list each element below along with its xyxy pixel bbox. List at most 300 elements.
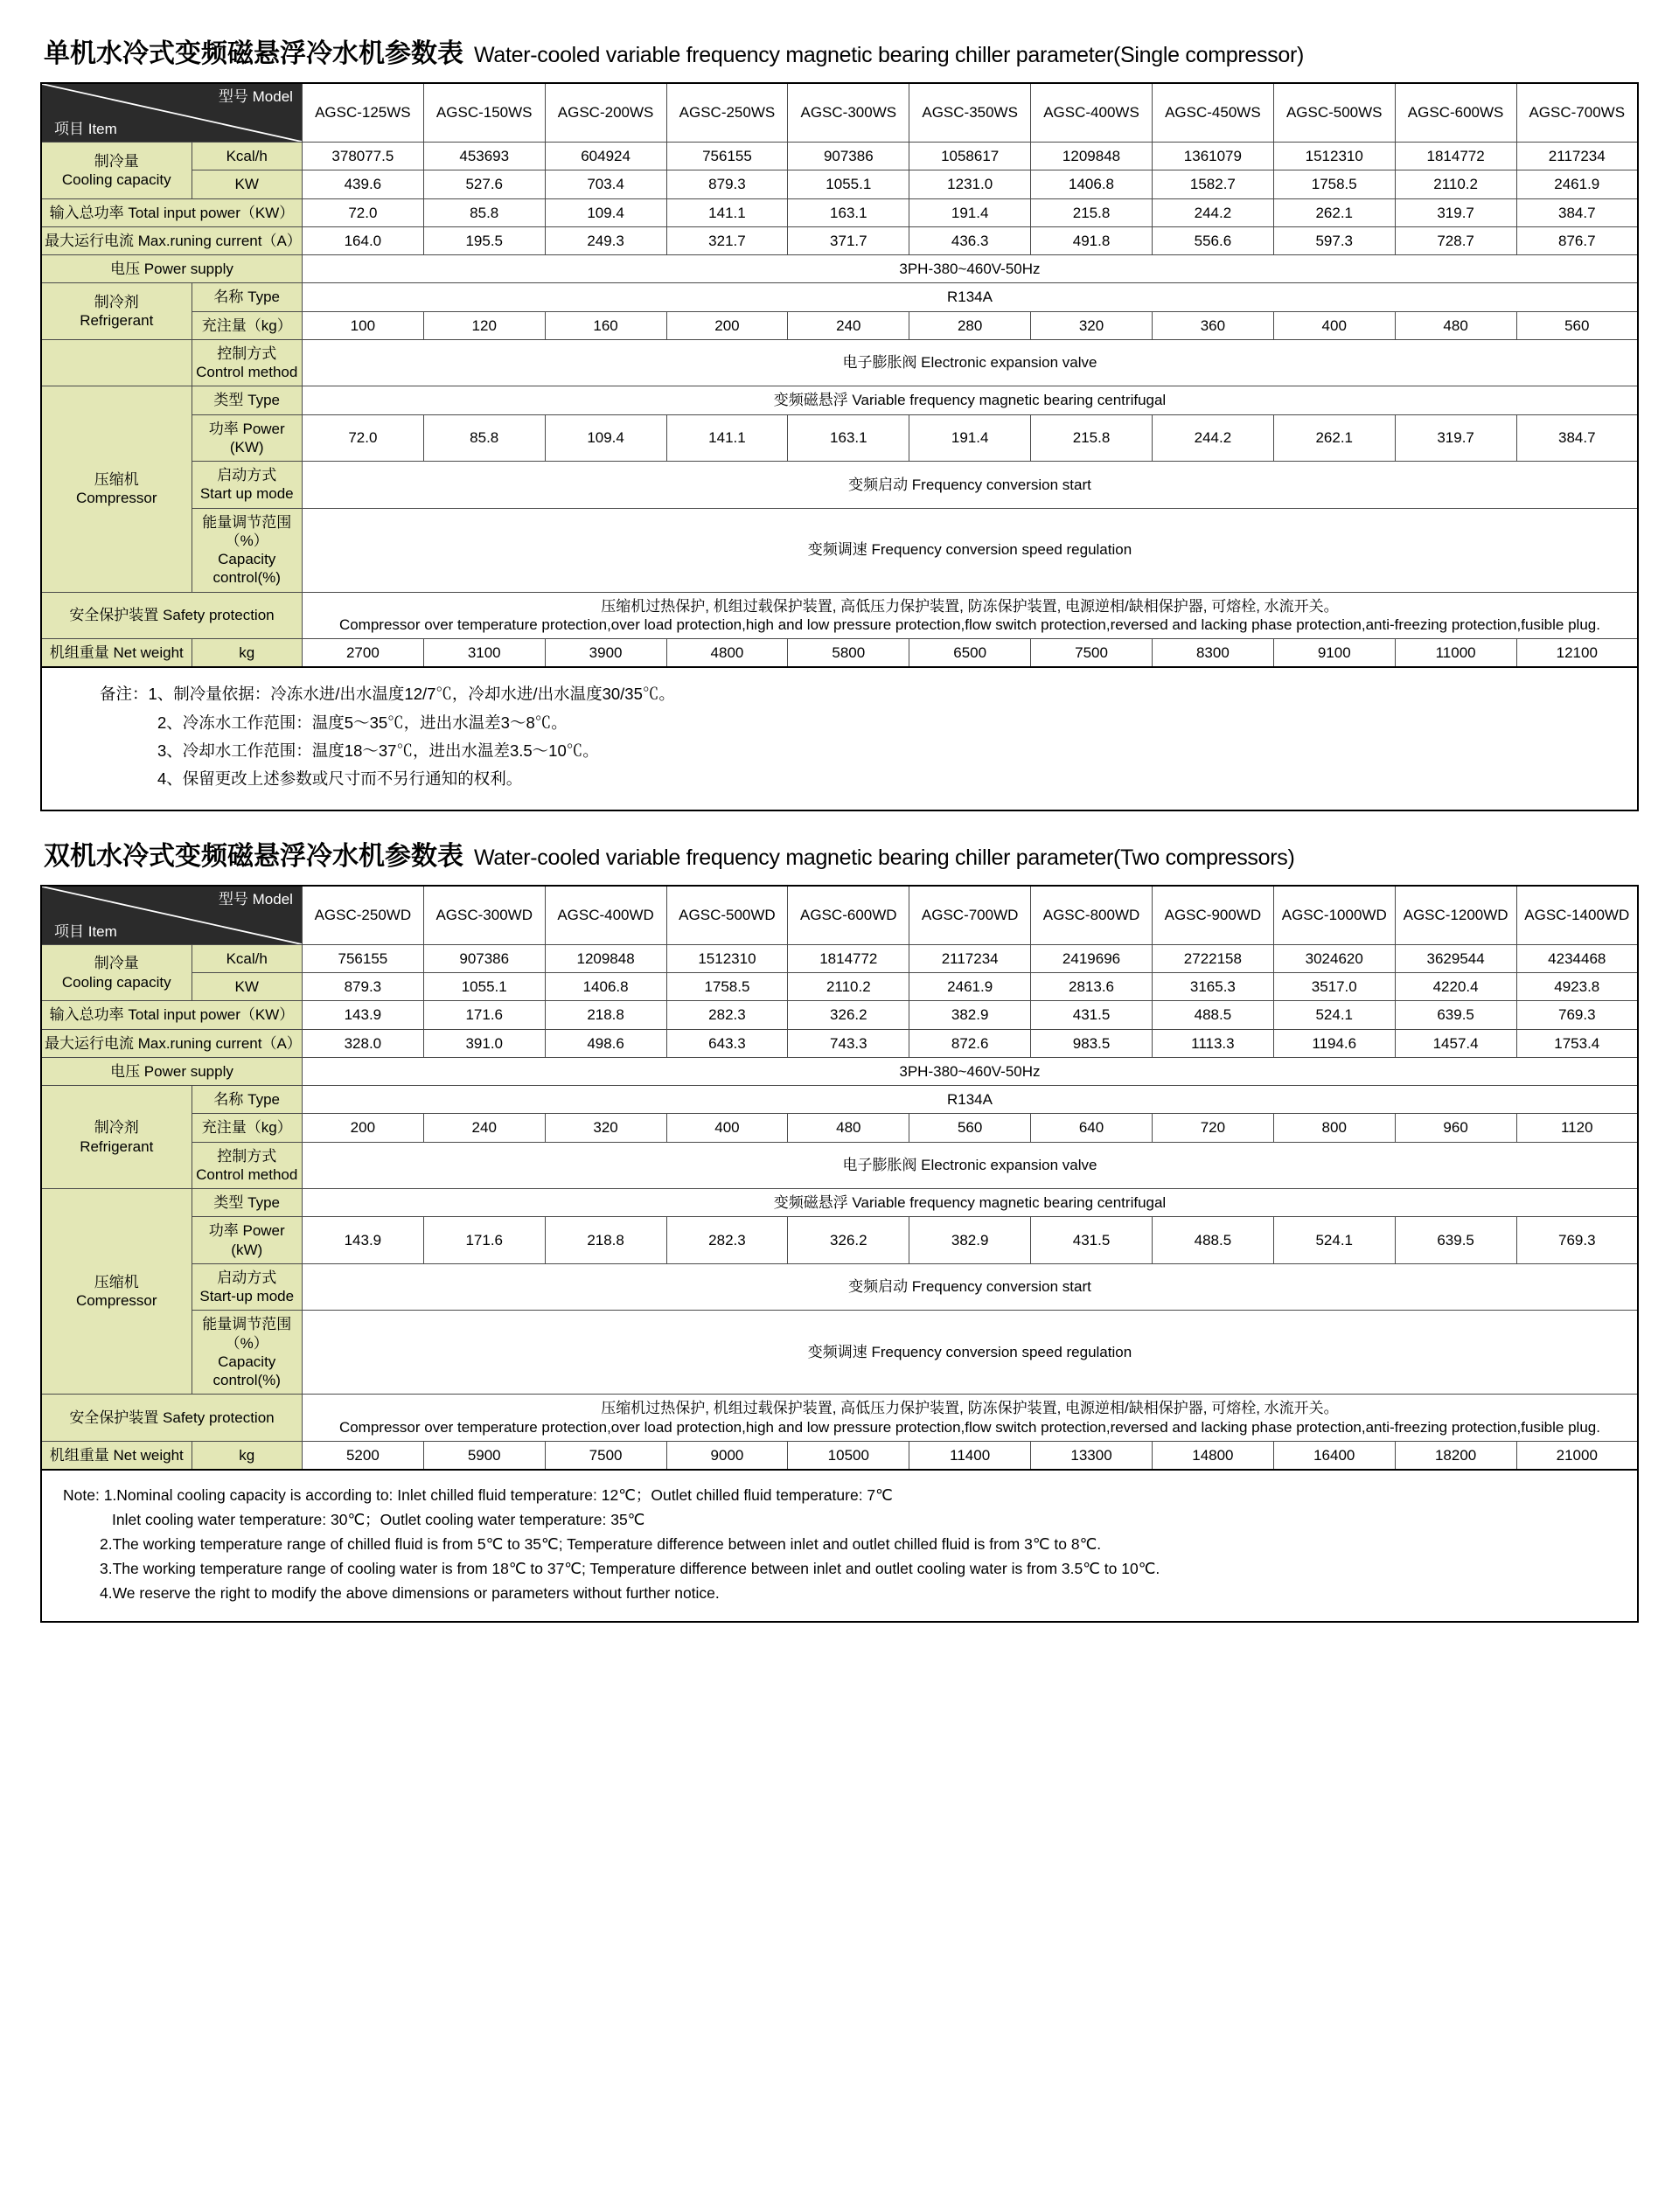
- safety-value-cn: 压缩机过热保护, 机组过载保护装置, 高低压力保护装置, 防冻保护装置, 电源逆相/缺相保护器, 可熔栓, 水流开关。: [601, 597, 1339, 615]
- cell-kcal-1: 453693: [423, 143, 545, 170]
- cell-max-current-5: 872.6: [909, 1029, 1031, 1057]
- cell-max-current-7: 556.6: [1152, 226, 1273, 254]
- section-title-cn: 单机水冷式变频磁悬浮冷水机参数表: [44, 39, 463, 68]
- cell-kcal-7: 1361079: [1152, 143, 1273, 170]
- cell-control-method-value: 电子膨胀阀 Electronic expansion valve: [302, 339, 1638, 386]
- row-sublabel-charge: 充注量（kg）: [192, 311, 302, 339]
- cell-charge-0: 100: [302, 311, 423, 339]
- cell-power-supply-value: 3PH-380~460V-50Hz: [302, 255, 1638, 283]
- note-line-1: Inlet cooling water temperature: 30℃；Outlet cooling water temperature: 35℃: [112, 1511, 645, 1528]
- table-header-row: [41, 83, 1638, 143]
- safety-value-en: Compressor over temperature protection,over load protection,high and low pressure protection,flow switch protection,reversed and lacking phase protection,anti-freezing protection,fusible plug.: [338, 616, 1600, 633]
- cell-kw-1: 1055.1: [423, 973, 545, 1001]
- cell-net-weight-9: 11000: [1395, 639, 1516, 668]
- header-model-1: AGSC-300WD: [423, 886, 545, 945]
- cell-charge-6: 320: [1031, 311, 1153, 339]
- row-label-total-input-power: 输入总功率 Total input power（KW）: [41, 1001, 302, 1029]
- row-label-refrigerant: [41, 283, 192, 340]
- cell-input-power-7: 244.2: [1152, 198, 1273, 226]
- cell-kcal-3: 1512310: [666, 944, 788, 972]
- cell-max-current-10: 1753.4: [1516, 1029, 1638, 1057]
- cell-kcal-5: 2117234: [909, 944, 1031, 972]
- table-header-row: [41, 886, 1638, 945]
- cell-kw-6: 1406.8: [1031, 170, 1153, 198]
- cell-input-power-9: 639.5: [1395, 1001, 1516, 1029]
- cell-kw-3: 879.3: [666, 170, 788, 198]
- cell-input-power-5: 191.4: [909, 198, 1031, 226]
- section-title-en: Water-cooled variable frequency magnetic bearing chiller parameter(Two compressors): [474, 845, 1295, 870]
- cell-kw-8: 3517.0: [1273, 973, 1395, 1001]
- header-model-0: AGSC-125WS: [302, 83, 423, 143]
- row-sublabel-refrigerant-type: 名称 Type: [192, 283, 302, 311]
- cell-kcal-6: 1209848: [1031, 143, 1153, 170]
- cell-charge-2: 160: [545, 311, 666, 339]
- row-sublabel-kw: KW: [192, 973, 302, 1001]
- cell-comp-power-3: 282.3: [666, 1217, 788, 1264]
- cell-charge-8: 800: [1273, 1114, 1395, 1142]
- cell-charge-10: 560: [1516, 311, 1638, 339]
- safety-value-en: Compressor over temperature protection,over load protection,high and low pressure protection,flow switch protection,reversed and lacking phase protection,anti-freezing protection,fusible plug.: [338, 1418, 1600, 1436]
- table-row: [41, 944, 1638, 972]
- cell-kcal-6: 2419696: [1031, 944, 1153, 972]
- table-row: [41, 255, 1638, 283]
- cell-input-power-0: 72.0: [302, 198, 423, 226]
- table-row: [41, 311, 1638, 339]
- cell-comp-power-8: 262.1: [1273, 414, 1395, 462]
- cell-comp-power-4: 326.2: [788, 1217, 909, 1264]
- cell-comp-power-6: 215.8: [1031, 414, 1153, 462]
- cell-refrigerant-type-value: R134A: [302, 283, 1638, 311]
- header-model-7: AGSC-900WD: [1152, 886, 1273, 945]
- cell-net-weight-8: 9100: [1273, 639, 1395, 668]
- header-model-8: AGSC-1000WD: [1273, 886, 1395, 945]
- table-row: [41, 143, 1638, 170]
- cell-net-weight-7: 14800: [1152, 1441, 1273, 1470]
- header-model-9: AGSC-1200WD: [1395, 886, 1516, 945]
- cell-max-current-5: 436.3: [909, 226, 1031, 254]
- table-row: [41, 283, 1638, 311]
- cell-input-power-2: 109.4: [545, 198, 666, 226]
- header-model-8: AGSC-500WS: [1273, 83, 1395, 143]
- table-row: [41, 198, 1638, 226]
- row-sublabel-charge: 充注量（kg）: [192, 1114, 302, 1142]
- cell-charge-4: 240: [788, 311, 909, 339]
- cell-input-power-8: 524.1: [1273, 1001, 1395, 1029]
- cell-max-current-6: 491.8: [1031, 226, 1153, 254]
- cell-input-power-8: 262.1: [1273, 198, 1395, 226]
- cell-charge-3: 400: [666, 1114, 788, 1142]
- cell-kcal-8: 3024620: [1273, 944, 1395, 972]
- cell-kcal-0: 378077.5: [302, 143, 423, 170]
- row-sublabel-kcal: Kcal/h: [192, 143, 302, 170]
- cell-input-power-5: 382.9: [909, 1001, 1031, 1029]
- row-label-total-input-power: 输入总功率 Total input power（KW）: [41, 198, 302, 226]
- row-label-power-supply: 电压 Power supply: [41, 1057, 302, 1085]
- cell-comp-power-5: 191.4: [909, 414, 1031, 462]
- cell-kcal-2: 604924: [545, 143, 666, 170]
- header-item-label: 项目 Item: [54, 922, 117, 940]
- header-model-3: AGSC-500WD: [666, 886, 788, 945]
- header-model-7: AGSC-450WS: [1152, 83, 1273, 143]
- cell-kw-2: 1406.8: [545, 973, 666, 1001]
- cell-safety-value: [302, 1395, 1638, 1442]
- cell-input-power-9: 319.7: [1395, 198, 1516, 226]
- control-method-cn: 控制方式: [217, 1147, 277, 1165]
- cell-comp-power-7: 488.5: [1152, 1217, 1273, 1264]
- cell-net-weight-1: 5900: [423, 1441, 545, 1470]
- section-title-cn: 双机水冷式变频磁悬浮冷水机参数表: [44, 841, 463, 871]
- cell-input-power-6: 215.8: [1031, 198, 1153, 226]
- header-model-item-cell: [41, 886, 302, 945]
- refrigerant-en: Refrigerant: [80, 312, 154, 329]
- header-model-6: AGSC-400WS: [1031, 83, 1153, 143]
- cell-safety-value: [302, 592, 1638, 639]
- cell-input-power-0: 143.9: [302, 1001, 423, 1029]
- row-sublabel-comp-type: 类型 Type: [192, 386, 302, 414]
- row-sublabel-net-weight-unit: kg: [192, 1441, 302, 1470]
- cell-charge-7: 360: [1152, 311, 1273, 339]
- cell-max-current-8: 597.3: [1273, 226, 1395, 254]
- compressor-en: Compressor: [75, 490, 157, 507]
- cell-kw-0: 879.3: [302, 973, 423, 1001]
- row-sublabel-refrigerant-type: 名称 Type: [192, 1086, 302, 1114]
- cell-kw-10: 4923.8: [1516, 973, 1638, 1001]
- row-label-net-weight: 机组重量 Net weight: [41, 1441, 192, 1470]
- note-line-3: 4、保留更改上述参数或尺寸而不另行通知的权利。: [157, 769, 523, 789]
- table-row: [41, 414, 1638, 462]
- cell-comp-type-value: 变频磁悬浮 Variable frequency magnetic bearing centrifugal: [302, 1189, 1638, 1217]
- cell-charge-1: 240: [423, 1114, 545, 1142]
- cell-max-current-3: 321.7: [666, 226, 788, 254]
- table-row: [41, 973, 1638, 1001]
- cell-net-weight-3: 9000: [666, 1441, 788, 1470]
- cell-charge-5: 560: [909, 1114, 1031, 1142]
- table-row: [41, 508, 1638, 592]
- header-model-item-cell: [41, 83, 302, 143]
- cell-comp-power-3: 141.1: [666, 414, 788, 462]
- notes-two: [40, 1471, 1639, 1623]
- control-method-en: Control method: [196, 364, 298, 380]
- row-label-safety: 安全保护装置 Safety protection: [41, 592, 302, 639]
- cell-net-weight-0: 2700: [302, 639, 423, 668]
- cell-net-weight-5: 11400: [909, 1441, 1031, 1470]
- table-row: [41, 592, 1638, 639]
- row-sublabel-net-weight-unit: kg: [192, 639, 302, 668]
- section-title-single: [44, 31, 1639, 70]
- note-line-2: 3、冷却水工作范围：温度18～37℃，进出水温差3.5～10℃。: [157, 741, 599, 760]
- startup-cn: 启动方式: [217, 1269, 277, 1286]
- cell-comp-power-10: 384.7: [1516, 414, 1638, 462]
- cell-max-current-9: 1457.4: [1395, 1029, 1516, 1057]
- cell-charge-7: 720: [1152, 1114, 1273, 1142]
- cell-kw-10: 2461.9: [1516, 170, 1638, 198]
- cooling-capacity-en: Cooling capacity: [61, 170, 171, 188]
- cell-kcal-4: 907386: [788, 143, 909, 170]
- cell-kw-9: 4220.4: [1395, 973, 1516, 1001]
- cell-net-weight-1: 3100: [423, 639, 545, 668]
- cell-control-method-value: 电子膨胀阀 Electronic expansion valve: [302, 1142, 1638, 1189]
- control-method-en: Control method: [196, 1165, 298, 1183]
- cell-net-weight-10: 21000: [1516, 1441, 1638, 1470]
- row-label-max-current: 最大运行电流 Max.runing current（A）: [41, 1029, 302, 1057]
- cell-startup-value: 变频启动 Frequency conversion start: [302, 1263, 1638, 1311]
- note-line-2: 2.The working temperature range of chilled fluid is from 5℃ to 35℃; Temperature difference between inlet and outlet chilled fluid is from 3℃ to 8℃.: [100, 1535, 1102, 1553]
- cell-kw-0: 439.6: [302, 170, 423, 198]
- cell-kcal-2: 1209848: [545, 944, 666, 972]
- cell-kcal-4: 1814772: [788, 944, 909, 972]
- header-model-6: AGSC-800WD: [1031, 886, 1153, 945]
- cell-comp-power-5: 382.9: [909, 1217, 1031, 1264]
- refrigerant-cn: 制冷剂: [94, 1119, 139, 1137]
- cell-net-weight-6: 13300: [1031, 1441, 1153, 1470]
- header-model-1: AGSC-150WS: [423, 83, 545, 143]
- table-row: [41, 170, 1638, 198]
- table-row: [41, 1114, 1638, 1142]
- cell-input-power-7: 488.5: [1152, 1001, 1273, 1029]
- cell-comp-power-1: 171.6: [423, 1217, 545, 1264]
- row-label-cooling-capacity: [41, 143, 192, 199]
- cell-kw-5: 1231.0: [909, 170, 1031, 198]
- cell-kw-1: 527.6: [423, 170, 545, 198]
- cell-input-power-4: 326.2: [788, 1001, 909, 1029]
- row-sublabel-control-method: [192, 1142, 302, 1189]
- note-line-0: Note: 1.Nominal cooling capacity is according to: Inlet chilled fluid temperature: 12℃；Outlet chilled fluid temperature: 7℃: [63, 1486, 893, 1504]
- row-sublabel-comp-power: 功率 Power (KW): [192, 414, 302, 462]
- row-sublabel-kw: KW: [192, 170, 302, 198]
- cell-net-weight-6: 7500: [1031, 639, 1153, 668]
- table-row: [41, 1217, 1638, 1264]
- capacity-control-en: Capacity control(%): [212, 1353, 281, 1388]
- cell-comp-power-0: 143.9: [302, 1217, 423, 1264]
- cell-net-weight-3: 4800: [666, 639, 788, 668]
- section-single-compressor: [40, 31, 1639, 811]
- cell-charge-0: 200: [302, 1114, 423, 1142]
- cell-comp-power-9: 639.5: [1395, 1217, 1516, 1264]
- cell-kw-4: 2110.2: [788, 973, 909, 1001]
- table-row: [41, 1189, 1638, 1217]
- cell-charge-2: 320: [545, 1114, 666, 1142]
- cooling-capacity-en: Cooling capacity: [61, 973, 171, 991]
- cell-kcal-9: 1814772: [1395, 143, 1516, 170]
- cell-max-current-0: 164.0: [302, 226, 423, 254]
- spec-table-single: [40, 82, 1639, 668]
- header-model-10: AGSC-1400WD: [1516, 886, 1638, 945]
- cell-input-power-1: 171.6: [423, 1001, 545, 1029]
- cell-max-current-1: 391.0: [423, 1029, 545, 1057]
- refrigerant-cn: 制冷剂: [94, 293, 139, 310]
- cell-charge-5: 280: [909, 311, 1031, 339]
- cell-max-current-2: 249.3: [545, 226, 666, 254]
- header-model-label: 型号 Model: [218, 890, 293, 908]
- cell-kcal-3: 756155: [666, 143, 788, 170]
- cell-comp-power-8: 524.1: [1273, 1217, 1395, 1264]
- row-label-net-weight: 机组重量 Net weight: [41, 639, 192, 668]
- cell-comp-power-4: 163.1: [788, 414, 909, 462]
- table-row: [41, 1311, 1638, 1395]
- cell-comp-power-7: 244.2: [1152, 414, 1273, 462]
- cell-comp-power-10: 769.3: [1516, 1217, 1638, 1264]
- cell-startup-value: 变频启动 Frequency conversion start: [302, 462, 1638, 509]
- table-row: [41, 226, 1638, 254]
- capacity-control-cn: 能量调节范围（%）: [202, 1316, 292, 1352]
- cell-input-power-1: 85.8: [423, 198, 545, 226]
- row-sublabel-comp-type: 类型 Type: [192, 1189, 302, 1217]
- cell-capacity-control-value: 变频调速 Frequency conversion speed regulation: [302, 1311, 1638, 1395]
- cell-net-weight-2: 7500: [545, 1441, 666, 1470]
- table-row: [41, 1263, 1638, 1311]
- cell-charge-8: 400: [1273, 311, 1395, 339]
- note-line-1: 2、冷冻水工作范围：温度5～35℃，进出水温差3～8℃。: [157, 713, 568, 732]
- section-title-en: Water-cooled variable frequency magnetic bearing chiller parameter(Single compressor): [474, 43, 1305, 67]
- note-line-4: 4.We reserve the right to modify the above dimensions or parameters without further notice.: [100, 1584, 720, 1602]
- compressor-en: Compressor: [75, 1292, 157, 1310]
- cell-charge-9: 960: [1395, 1114, 1516, 1142]
- cell-kcal-0: 756155: [302, 944, 423, 972]
- cell-charge-4: 480: [788, 1114, 909, 1142]
- cell-net-weight-7: 8300: [1152, 639, 1273, 668]
- cell-kcal-8: 1512310: [1273, 143, 1395, 170]
- cell-max-current-7: 1113.3: [1152, 1029, 1273, 1057]
- cell-kw-2: 703.4: [545, 170, 666, 198]
- cell-kw-9: 2110.2: [1395, 170, 1516, 198]
- row-label-compressor: [41, 1189, 192, 1395]
- cell-kcal-5: 1058617: [909, 143, 1031, 170]
- row-sublabel-kcal: Kcal/h: [192, 944, 302, 972]
- cell-max-current-4: 371.7: [788, 226, 909, 254]
- row-sublabel-control-method: [192, 339, 302, 386]
- cell-max-current-1: 195.5: [423, 226, 545, 254]
- cooling-capacity-cn: 制冷量: [94, 955, 139, 972]
- header-model-10: AGSC-700WS: [1516, 83, 1638, 143]
- cell-charge-9: 480: [1395, 311, 1516, 339]
- cell-net-weight-5: 6500: [909, 639, 1031, 668]
- cell-charge-3: 200: [666, 311, 788, 339]
- cell-max-current-10: 876.7: [1516, 226, 1638, 254]
- section-title-two: [44, 834, 1639, 873]
- table-row: [41, 1441, 1638, 1470]
- table-row: [41, 462, 1638, 509]
- table-row: [41, 1057, 1638, 1085]
- note-line-3: 3.The working temperature range of cooling water is from 18℃ to 37℃; Temperature difference between inlet and outlet cooling water is from 3.5℃ to 10℃.: [100, 1560, 1160, 1577]
- startup-cn: 启动方式: [217, 467, 277, 483]
- cell-kw-8: 1758.5: [1273, 170, 1395, 198]
- header-model-3: AGSC-250WS: [666, 83, 788, 143]
- header-model-5: AGSC-350WS: [909, 83, 1031, 143]
- cell-max-current-9: 728.7: [1395, 226, 1516, 254]
- cell-power-supply-value: 3PH-380~460V-50Hz: [302, 1057, 1638, 1085]
- cell-kcal-10: 4234468: [1516, 944, 1638, 972]
- cell-net-weight-4: 10500: [788, 1441, 909, 1470]
- notes-single: [40, 668, 1639, 811]
- row-label-power-supply: 电压 Power supply: [41, 255, 302, 283]
- header-model-2: AGSC-200WS: [545, 83, 666, 143]
- table-row: [41, 639, 1638, 668]
- cell-charge-10: 1120: [1516, 1114, 1638, 1142]
- cell-input-power-4: 163.1: [788, 198, 909, 226]
- cell-max-current-0: 328.0: [302, 1029, 423, 1057]
- startup-en: Start-up mode: [199, 1288, 295, 1304]
- cell-net-weight-8: 16400: [1273, 1441, 1395, 1470]
- control-method-cn: 控制方式: [217, 344, 277, 362]
- compressor-cn: 压缩机: [94, 1273, 139, 1290]
- row-label-cooling-capacity: [41, 944, 192, 1001]
- header-model-label: 型号 Model: [218, 88, 293, 105]
- cell-kw-5: 2461.9: [909, 973, 1031, 1001]
- cell-net-weight-0: 5200: [302, 1441, 423, 1470]
- row-sublabel-comp-power: 功率 Power (kW): [192, 1217, 302, 1264]
- header-model-4: AGSC-600WD: [788, 886, 909, 945]
- cell-max-current-4: 743.3: [788, 1029, 909, 1057]
- cell-net-weight-2: 3900: [545, 639, 666, 668]
- cell-kw-6: 2813.6: [1031, 973, 1153, 1001]
- row-sublabel-startup: [192, 462, 302, 509]
- cell-input-power-2: 218.8: [545, 1001, 666, 1029]
- cell-comp-power-2: 218.8: [545, 1217, 666, 1264]
- cell-kw-3: 1758.5: [666, 973, 788, 1001]
- header-model-4: AGSC-300WS: [788, 83, 909, 143]
- cell-comp-power-9: 319.7: [1395, 414, 1516, 462]
- row-label-control-method-blank: [41, 339, 192, 386]
- cell-net-weight-4: 5800: [788, 639, 909, 668]
- cell-refrigerant-type-value: R134A: [302, 1086, 1638, 1114]
- cell-kcal-9: 3629544: [1395, 944, 1516, 972]
- header-item-label: 项目 Item: [54, 120, 117, 137]
- row-label-safety: 安全保护装置 Safety protection: [41, 1395, 302, 1442]
- compressor-cn: 压缩机: [94, 471, 139, 489]
- safety-value-cn: 压缩机过热保护, 机组过载保护装置, 高低压力保护装置, 防冻保护装置, 电源逆相/缺相保护器, 可熔栓, 水流开关。: [601, 1400, 1339, 1417]
- cell-comp-power-6: 431.5: [1031, 1217, 1153, 1264]
- cell-net-weight-9: 18200: [1395, 1441, 1516, 1470]
- cell-max-current-3: 643.3: [666, 1029, 788, 1057]
- cell-max-current-8: 1194.6: [1273, 1029, 1395, 1057]
- table-row: [41, 1029, 1638, 1057]
- cell-input-power-3: 282.3: [666, 1001, 788, 1029]
- refrigerant-en: Refrigerant: [80, 1137, 154, 1155]
- section-two-compressors: [40, 834, 1639, 1623]
- cell-max-current-6: 983.5: [1031, 1029, 1153, 1057]
- header-model-5: AGSC-700WD: [909, 886, 1031, 945]
- cell-input-power-10: 384.7: [1516, 198, 1638, 226]
- cooling-capacity-cn: 制冷量: [94, 152, 139, 170]
- row-sublabel-startup: [192, 1263, 302, 1311]
- table-row: [41, 1086, 1638, 1114]
- cell-input-power-10: 769.3: [1516, 1001, 1638, 1029]
- capacity-control-en: Capacity control(%): [212, 551, 281, 587]
- row-label-compressor: [41, 386, 192, 592]
- cell-capacity-control-value: 变频调速 Frequency conversion speed regulation: [302, 508, 1638, 592]
- header-model-0: AGSC-250WD: [302, 886, 423, 945]
- cell-max-current-2: 498.6: [545, 1029, 666, 1057]
- table-row: [41, 1395, 1638, 1442]
- cell-kw-7: 1582.7: [1152, 170, 1273, 198]
- cell-net-weight-10: 12100: [1516, 639, 1638, 668]
- row-sublabel-capacity-control: [192, 1311, 302, 1395]
- cell-kcal-10: 2117234: [1516, 143, 1638, 170]
- table-row: [41, 386, 1638, 414]
- row-label-max-current: 最大运行电流 Max.runing current（A）: [41, 226, 302, 254]
- cell-charge-6: 640: [1031, 1114, 1153, 1142]
- cell-kw-7: 3165.3: [1152, 973, 1273, 1001]
- cell-kw-4: 1055.1: [788, 170, 909, 198]
- header-model-2: AGSC-400WD: [545, 886, 666, 945]
- cell-comp-type-value: 变频磁悬浮 Variable frequency magnetic bearing centrifugal: [302, 386, 1638, 414]
- table-row: [41, 1142, 1638, 1189]
- table-row: [41, 339, 1638, 386]
- cell-comp-power-2: 109.4: [545, 414, 666, 462]
- capacity-control-cn: 能量调节范围（%）: [202, 513, 292, 549]
- cell-comp-power-1: 85.8: [423, 414, 545, 462]
- cell-kcal-7: 2722158: [1152, 944, 1273, 972]
